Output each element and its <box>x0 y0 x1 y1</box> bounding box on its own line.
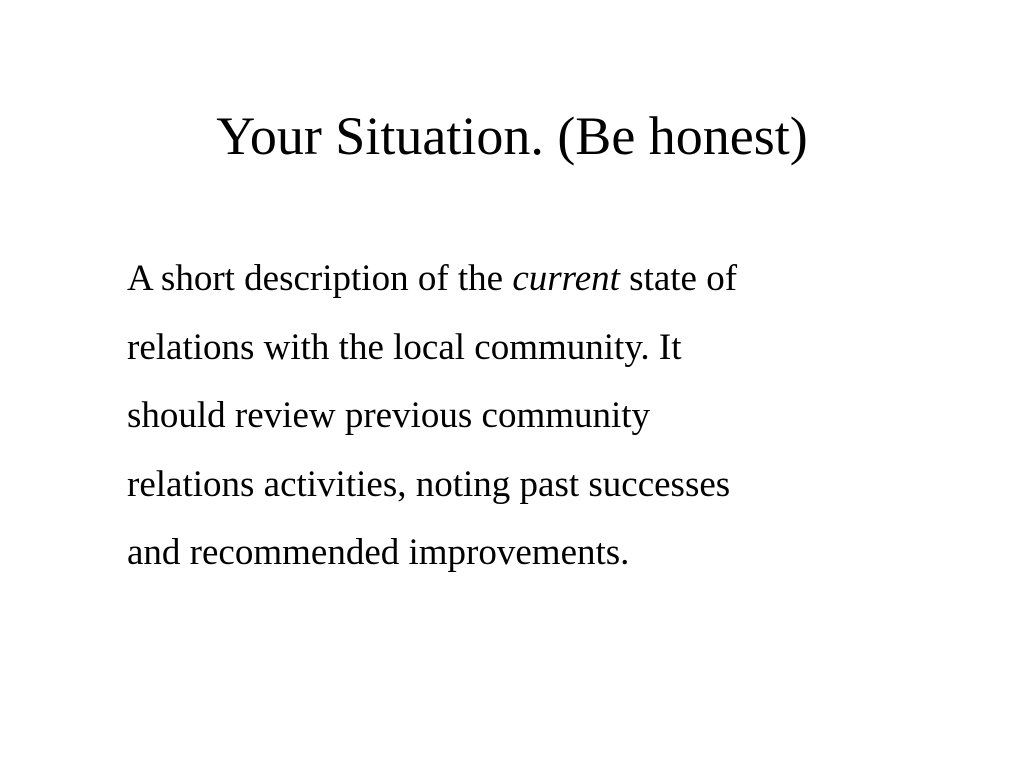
body-line-4: relations activities, noting past successes <box>127 463 731 505</box>
slide-title: Your Situation. (Be honest) <box>216 106 808 166</box>
body-line-2: relations with the local community. It <box>127 326 682 368</box>
body-line-1-start: A short description of the <box>127 258 513 299</box>
body-line-1-end: state of <box>619 258 738 299</box>
body-line-5: and recommended improvements. <box>127 532 630 573</box>
body-line-1 <box>127 245 927 314</box>
slide-body <box>127 245 927 588</box>
emphasis-current: current <box>512 258 620 299</box>
body-line-3: should review previous community <box>127 395 651 436</box>
